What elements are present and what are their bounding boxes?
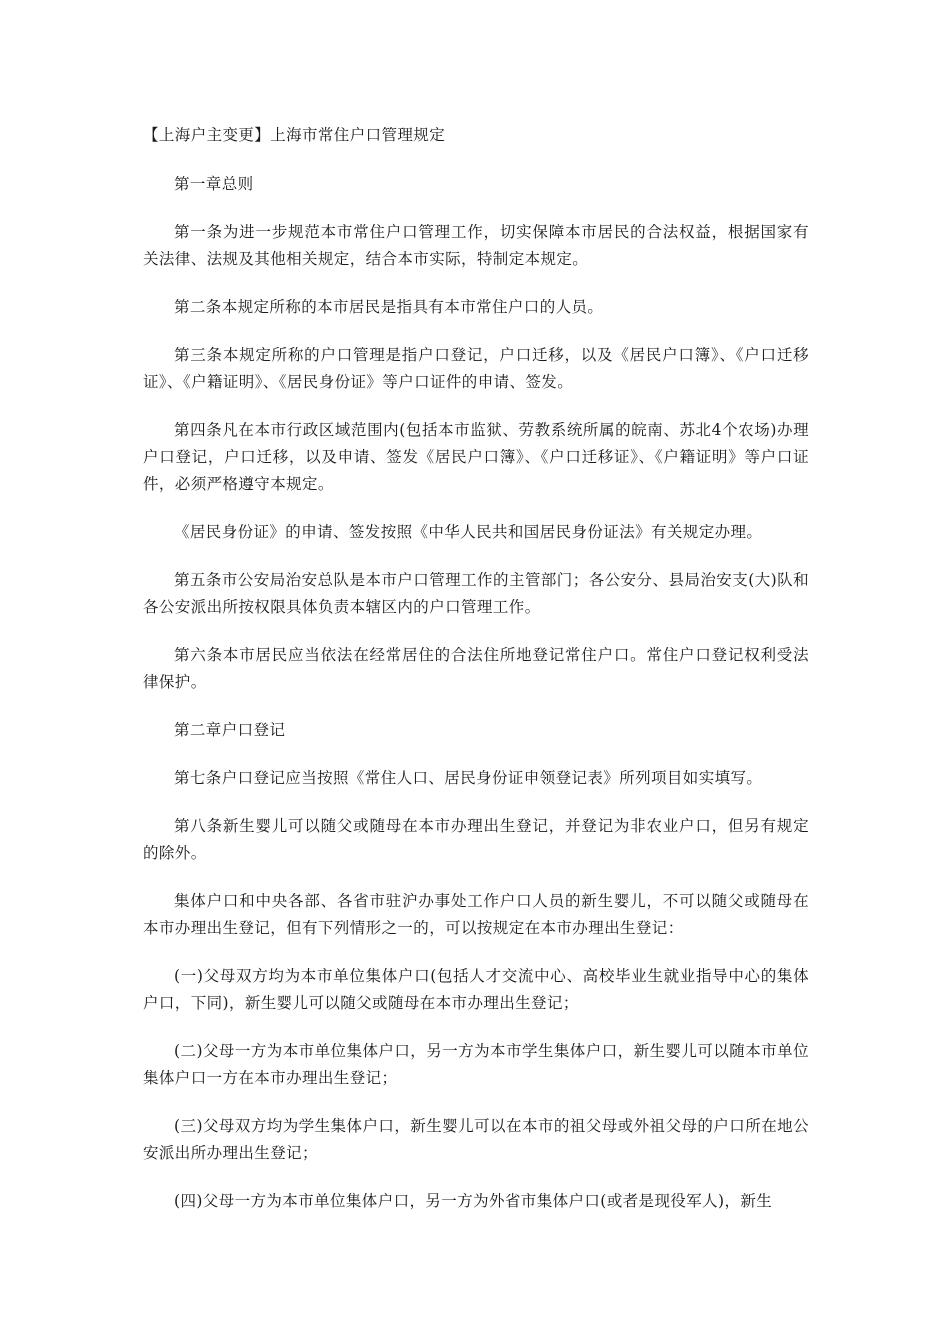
article-paragraph: 集体户口和中央各部、各省市驻沪办事处工作户口人员的新生婴儿，不可以随父或随母在本市办理出生登记，但有下列情形之一的，可以按规定在本市办理出生登记：	[143, 892, 809, 937]
document-body	[143, 122, 809, 1236]
list-item-paragraph: (二)父母一方为本市单位集体户口，另一方为本市学生集体户口，新生婴儿可以随本市单位集体户口一方在本市办理出生登记；	[143, 1042, 809, 1087]
article-paragraph: 第四条凡在本市行政区域范围内(包括本市监狱、劳教系统所属的皖南、苏北4个农场)办理户口登记，户口迁移，以及申请、签发《居民户口簿》、《户口迁移证》、《户籍证明》等户口证件，必须严格遵守本规定。	[143, 421, 809, 493]
list-item-paragraph: (三)父母双方均为学生集体户口，新生婴儿可以在本市的祖父母或外祖父母的户口所在地公安派出所办理出生登记；	[143, 1117, 809, 1162]
chapter-heading: 第二章户口登记	[174, 721, 286, 739]
article-paragraph: 第七条户口登记应当按照《常住人口、居民身份证申领登记表》所列项目如实填写。	[174, 769, 763, 787]
article-paragraph: 第五条市公安局治安总队是本市户口管理工作的主管部门；各公安分、县局治安支(大)队和各公安派出所按权限具体负责本辖区内的户口管理工作。	[143, 571, 809, 616]
list-item-paragraph: (一)父母双方均为本市单位集体户口(包括人才交流中心、高校毕业生就业指导中心的集体户口，下同)，新生婴儿可以随父或随母在本市办理出生登记；	[143, 967, 809, 1012]
article-paragraph: 第三条本规定所称的户口管理是指户口登记，户口迁移，以及《居民户口簿》、《户口迁移证》、《户籍证明》、《居民身份证》等户口证件的申请、签发。	[143, 346, 809, 391]
document-title: 【上海户主变更】上海市常住户口管理规定	[143, 126, 446, 144]
article-paragraph: 第二条本规定所称的本市居民是指具有本市常住户口的人员。	[174, 298, 604, 316]
article-paragraph: 第八条新生婴儿可以随父或随母在本市办理出生登记，并登记为非农业户口，但另有规定的除外。	[143, 817, 809, 862]
list-item-paragraph: (四)父母一方为本市单位集体户口，另一方为外省市集体户口(或者是现役军人)，新生	[174, 1192, 773, 1210]
article-paragraph: 《居民身份证》的申请、签发按照《中华人民共和国居民身份证法》有关规定办理。	[174, 523, 763, 541]
article-paragraph: 第六条本市居民应当依法在经常居住的合法住所地登记常住户口。常住户口登记权利受法律保护。	[143, 646, 809, 691]
article-paragraph: 第一条为进一步规范本市常住户口管理工作，切实保障本市居民的合法权益，根据国家有关法律、法规及其他相关规定，结合本市实际，特制定本规定。	[143, 223, 809, 268]
chapter-heading: 第一章总则	[174, 175, 254, 193]
